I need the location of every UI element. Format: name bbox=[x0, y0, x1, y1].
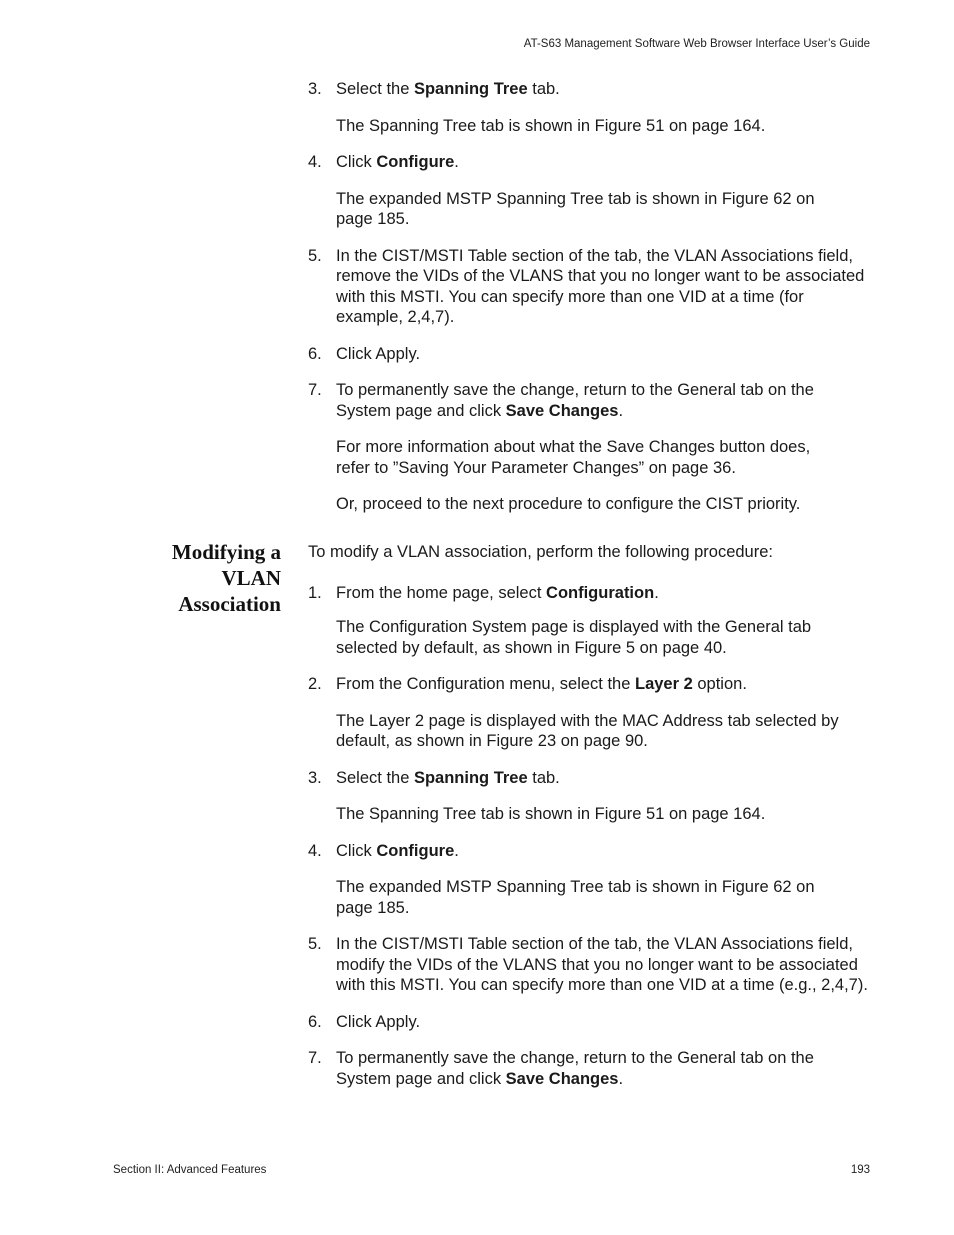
step-note: The Spanning Tree tab is shown in Figure 51 on page 164. bbox=[336, 805, 766, 823]
step-note: Or, proceed to the next procedure to configure the CIST priority. bbox=[336, 495, 801, 513]
step-6: 6. Click Apply. bbox=[308, 1012, 421, 1031]
step-number: 2. bbox=[308, 675, 322, 693]
ui-term: Save Changes bbox=[505, 401, 619, 420]
step-list-continued bbox=[308, 79, 870, 515]
section-heading: Modifying a VLAN Association bbox=[171, 540, 281, 616]
step-4: 4. Click Configure. bbox=[308, 153, 459, 171]
step-number: 1. bbox=[308, 583, 322, 602]
page-number: 193 bbox=[850, 1164, 870, 1176]
procedure-intro: To modify a VLAN association, perform the following procedure: bbox=[308, 543, 773, 561]
step-3: 3. Select the Spanning Tree tab. bbox=[308, 768, 560, 787]
ui-term: Spanning Tree bbox=[413, 768, 528, 787]
step-7: 7. To permanently save the change, return to the General tab on the System page and click Save Changes. bbox=[308, 1049, 814, 1088]
step-4: 4. Click Configure. bbox=[308, 841, 459, 860]
step-3: 3. Select the Spanning Tree tab. bbox=[308, 80, 560, 98]
step-number: 3. bbox=[308, 80, 322, 98]
step-number: 6. bbox=[308, 1012, 322, 1031]
ui-term: Save Changes bbox=[505, 1069, 619, 1088]
step-number: 7. bbox=[308, 381, 322, 399]
step-note: The expanded MSTP Spanning Tree tab is shown in Figure 62 on page 185. bbox=[336, 189, 815, 228]
step-7: 7. To permanently save the change, return to the General tab on the System page and click Save Changes. bbox=[308, 381, 814, 420]
step-note: The Spanning Tree tab is shown in Figure 51 on page 164. bbox=[336, 116, 766, 135]
step-number: 4. bbox=[308, 153, 322, 171]
step-note: The Configuration System page is displayed with the General tab selected by default, as shown in Figure 5 on page 40. bbox=[336, 618, 812, 657]
step-number: 4. bbox=[308, 841, 322, 860]
step-6: 6. Click Apply. bbox=[308, 344, 421, 363]
ui-term: Spanning Tree bbox=[413, 80, 528, 98]
ui-term: Layer 2 bbox=[634, 675, 693, 693]
step-number: 5. bbox=[308, 935, 322, 953]
step-2: 2. From the Configuration menu, select the Layer 2 option. bbox=[308, 675, 747, 693]
step-1: 1. From the home page, select Configuration. bbox=[308, 583, 659, 602]
step-note: The expanded MSTP Spanning Tree tab is shown in Figure 62 on page 185. bbox=[336, 878, 815, 917]
step-number: 5. bbox=[308, 246, 322, 265]
step-number: 3. bbox=[308, 768, 322, 787]
step-note: The Layer 2 page is displayed with the MAC Address tab selected by default, as shown in Figure 23 on page 90. bbox=[336, 711, 839, 750]
step-number: 6. bbox=[308, 344, 322, 363]
running-header: AT-S63 Management Software Web Browser Interface User’s Guide bbox=[523, 38, 870, 50]
step-number: 7. bbox=[308, 1049, 322, 1067]
ui-term: Configuration bbox=[546, 583, 655, 602]
step-5: 5. In the CIST/MSTI Table section of the tab, the VLAN Associations field, modify the VIDs of the VLANS that you no longer want to be associated with this MSTI. You can specify more than one VID at a time (e.g., 2,4,7). bbox=[308, 935, 868, 994]
step-note: For more information about what the Save Changes button does, refer to ”Saving Your Parameter Changes” on page 36. bbox=[336, 438, 811, 477]
ui-term: Configure bbox=[376, 841, 455, 860]
ui-term: Configure bbox=[376, 153, 455, 171]
step-5: 5. In the CIST/MSTI Table section of the tab, the VLAN Associations field, remove the VIDs of the VLANS that you no longer want to be associated with this MSTI. You can specify more than one VID at a time (for example, 2,4,7). bbox=[308, 246, 865, 326]
footer-section: Section II: Advanced Features bbox=[113, 1164, 267, 1176]
procedure-modify-vlan-association bbox=[308, 542, 870, 1089]
